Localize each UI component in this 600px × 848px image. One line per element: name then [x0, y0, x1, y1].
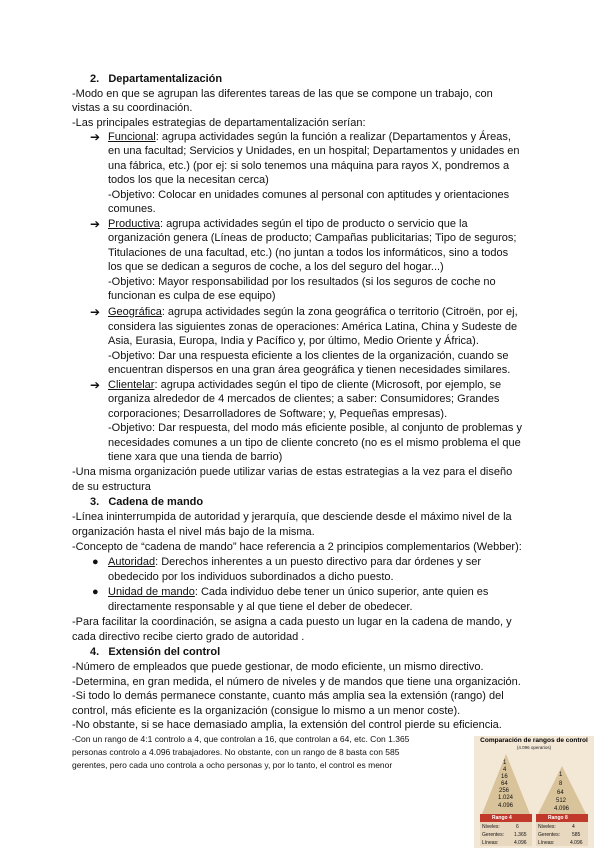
- paragraph-line: -Objetivo: Mayor responsabilidad por los resultados (si los seguros de coche no: [108, 276, 496, 288]
- stat-key: Líneas:: [482, 840, 499, 846]
- item-text: : Derechos inherentes a un puesto directivo para dar órdenes y ser: [155, 556, 482, 568]
- level-label: 64: [501, 781, 508, 787]
- section-number: 4.: [90, 646, 100, 658]
- level-label: 1: [503, 760, 507, 766]
- paragraph-line: los que se dedican a seguros de coche, a los del seguro del hogar...): [108, 261, 444, 273]
- stat-key: Gerentes:: [538, 832, 560, 838]
- level-label: 1.024: [498, 795, 514, 801]
- item-text: : Cada individuo debe tener un único superior, ante quien es: [194, 586, 489, 598]
- paragraph-line: vistas a su coordinación.: [72, 102, 193, 114]
- item-text: : agrupa actividades según el tipo de cliente (Microsoft, por ejemplo, se: [154, 379, 502, 391]
- list-item-funcional: [108, 130, 511, 144]
- band-label-left: Rango 4: [492, 815, 512, 821]
- level-label: 8: [559, 781, 563, 787]
- item-term: Unidad de mando: [108, 586, 195, 598]
- paragraph-line: -Objetivo: Colocar en unidades comunes al personal con aptitudes y orientaciones: [108, 189, 510, 201]
- stat-value: 1.365: [514, 832, 527, 838]
- stat-value: 4.096: [570, 840, 583, 846]
- stat-key: Gerentes:: [482, 832, 504, 838]
- paragraph-line: -Número de empleados que puede gestionar, de modo eficiente, un mismo directivo.: [72, 661, 484, 673]
- stat-value: 6: [516, 824, 519, 830]
- bullet-dot-icon: ●: [92, 586, 99, 598]
- level-label: 4.096: [554, 806, 570, 812]
- paragraph-line: organización hasta el nivel más bajo de la misma.: [72, 526, 315, 538]
- paragraph-line: -Objetivo: Dar respuesta, del modo más eficiente posible, al conjunto de problemas y: [108, 422, 522, 434]
- paragraph-line: en una facultad; Servicios y Unidades, en un hospital; Departamentos y unidades en: [108, 145, 520, 157]
- item-term: Geográfica: [108, 306, 162, 318]
- figure-subtitle: (4.096 operarios): [516, 745, 552, 750]
- section-title: Cadena de mando: [108, 496, 204, 508]
- small-paragraph-line: -Con un rango de 4:1 controlo a 4, que controlan a 16, que controlan a 64, etc. Con 1.365: [72, 734, 410, 744]
- paragraph-line: funcionan es culpa de ese equipo): [108, 290, 276, 302]
- figure-title: Comparación de rangos de control: [480, 737, 588, 744]
- paragraph-line: -Determina, en gran medida, el número de niveles y de mandos que tiene una organización.: [72, 676, 521, 688]
- list-item-productiva: [108, 217, 468, 231]
- paragraph-line: -Las principales estrategias de departamentalización serían:: [72, 117, 366, 129]
- item-text: : agrupa actividades según la función a realizar (Departamentos y Áreas,: [155, 131, 511, 143]
- stat-key: Líneas:: [538, 840, 555, 846]
- paragraph-line: directamente responsable y al que tiene el deber de obedecer.: [108, 601, 413, 613]
- stat-value: 4.096: [514, 840, 527, 846]
- small-paragraph-line: gerentes, pero cada uno controla a ocho personas y, por lo tanto, el control es menor: [72, 760, 393, 770]
- paragraph-line: obedecido por los individuos subordinados a dicho puesto.: [108, 571, 394, 583]
- paragraph-line: -No obstante, si se hace demasiado amplia, la extensión del control pierde su eficiencia.: [72, 719, 502, 731]
- paragraph-line: organiza alrededor de 4 mercados de clientes; a saber: Consumidores; Grandes: [108, 393, 500, 405]
- level-label: 256: [499, 788, 510, 794]
- item-term: Productiva: [108, 218, 160, 230]
- arrow-bullet-icon: ➔: [90, 130, 101, 144]
- bullet-dot-icon: ●: [92, 556, 99, 568]
- paragraph-line: encuentran dispersos en una gran área geográfica y tienen necesidades similares.: [108, 364, 511, 376]
- list-item-autoridad: [108, 555, 481, 569]
- list-item-geografica: [108, 305, 518, 319]
- stat-key: Niveles:: [538, 824, 556, 830]
- item-text: : agrupa actividades según la zona geográfica o territorio (Citroën, por ej,: [161, 306, 518, 318]
- band-label-right: Rango 8: [548, 815, 568, 821]
- section-2-heading: [90, 72, 222, 86]
- section-number: 3.: [90, 496, 100, 508]
- paragraph-line: cada directivo recibe cierto grado de autoridad .: [72, 631, 305, 643]
- paragraph-line: organización genera (Líneas de producto; Campañas publicitarias; Tipo de seguros;: [108, 232, 517, 244]
- paragraph-line: necesidades comunes a un tipo de cliente concreto (no es el mismo problema el que: [108, 437, 521, 449]
- paragraph-line: -Concepto de “cadena de mando” hace referencia a 2 principios complementarios (Webber):: [72, 541, 522, 553]
- paragraph-line: de su estructura: [72, 481, 151, 493]
- item-text: : agrupa actividades según el tipo de producto o servicio que la: [159, 218, 468, 230]
- paragraph-line: comunes.: [108, 203, 156, 215]
- small-paragraph-line: personas controlo a 4.096 trabajadores. No obstante, con un rango de 8 basta con 585: [72, 747, 400, 757]
- arrow-bullet-icon: ➔: [90, 378, 101, 392]
- paragraph-line: considera las siguientes zonas de operaciones: América Latina, China y Sudeste de: [108, 321, 518, 333]
- level-label: 16: [501, 774, 508, 780]
- list-item-unidad-de-mando: [108, 585, 488, 599]
- paragraph-line: una fábrica, etc.) (por ej: si solo tenemos una máquina para rayos X, pondremos a: [108, 160, 510, 172]
- paragraph-line: control, más eficiente es la organización (consigue lo mismo a un menor coste).: [72, 705, 461, 717]
- paragraph-line: todos los que la necesitan cerca): [108, 174, 269, 186]
- section-title: Extensión del control: [108, 646, 221, 658]
- paragraph-line: Asia, Eurasia, Europa, India y Pacífico y, por último, Medio Oriente y África).: [108, 335, 479, 347]
- level-label: 4: [503, 767, 507, 773]
- paragraph-line: -Una misma organización puede utilizar varias de estas estrategias a la vez para el diseño: [72, 466, 513, 478]
- paragraph-line: -Para facilitar la coordinación, se asigna a cada puesto un lugar en la cadena de mando, y: [72, 616, 512, 628]
- item-term: Clientelar: [108, 379, 155, 391]
- level-label: 4.096: [498, 803, 514, 809]
- paragraph-line: Titulaciones de una facultad, etc.) (no juntan a todos los informáticos, sino a todos: [108, 247, 509, 259]
- level-label: 1: [559, 772, 563, 778]
- paragraph-line: -Modo en que se agrupan las diferentes tareas de las que se compone un trabajo, con: [72, 88, 493, 100]
- arrow-bullet-icon: ➔: [90, 305, 101, 319]
- stat-value: 585: [572, 832, 581, 838]
- section-number: 2.: [90, 73, 100, 85]
- section-title: Departamentalización: [108, 73, 223, 85]
- level-label: 512: [556, 798, 567, 804]
- paragraph-line: corporaciones; Desarrolladores de Software; y, Pequeñas empresas).: [108, 408, 448, 420]
- section-3-heading: [90, 495, 203, 509]
- level-label: 64: [557, 790, 564, 796]
- paragraph-line: -Línea ininterrumpida de autoridad y jerarquía, que desciende desde el máximo nivel de la: [72, 511, 512, 523]
- stat-value: 4: [572, 824, 575, 830]
- span-of-control-figure: [474, 736, 594, 848]
- item-term: Funcional: [108, 131, 156, 143]
- list-item-clientelar: [108, 378, 501, 392]
- arrow-bullet-icon: ➔: [90, 217, 101, 231]
- paragraph-line: -Si todo lo demás permanece constante, cuanto más amplia sea la extensión (rango) del: [72, 690, 504, 702]
- item-term: Autoridad: [108, 556, 156, 568]
- paragraph-line: tiene xara que una tienda de barrio): [108, 451, 283, 463]
- section-4-heading: [90, 645, 220, 659]
- paragraph-line: -Objetivo: Dar una respuesta eficiente a los clientes de la organización, cuando se: [108, 350, 509, 362]
- stat-key: Niveles:: [482, 824, 500, 830]
